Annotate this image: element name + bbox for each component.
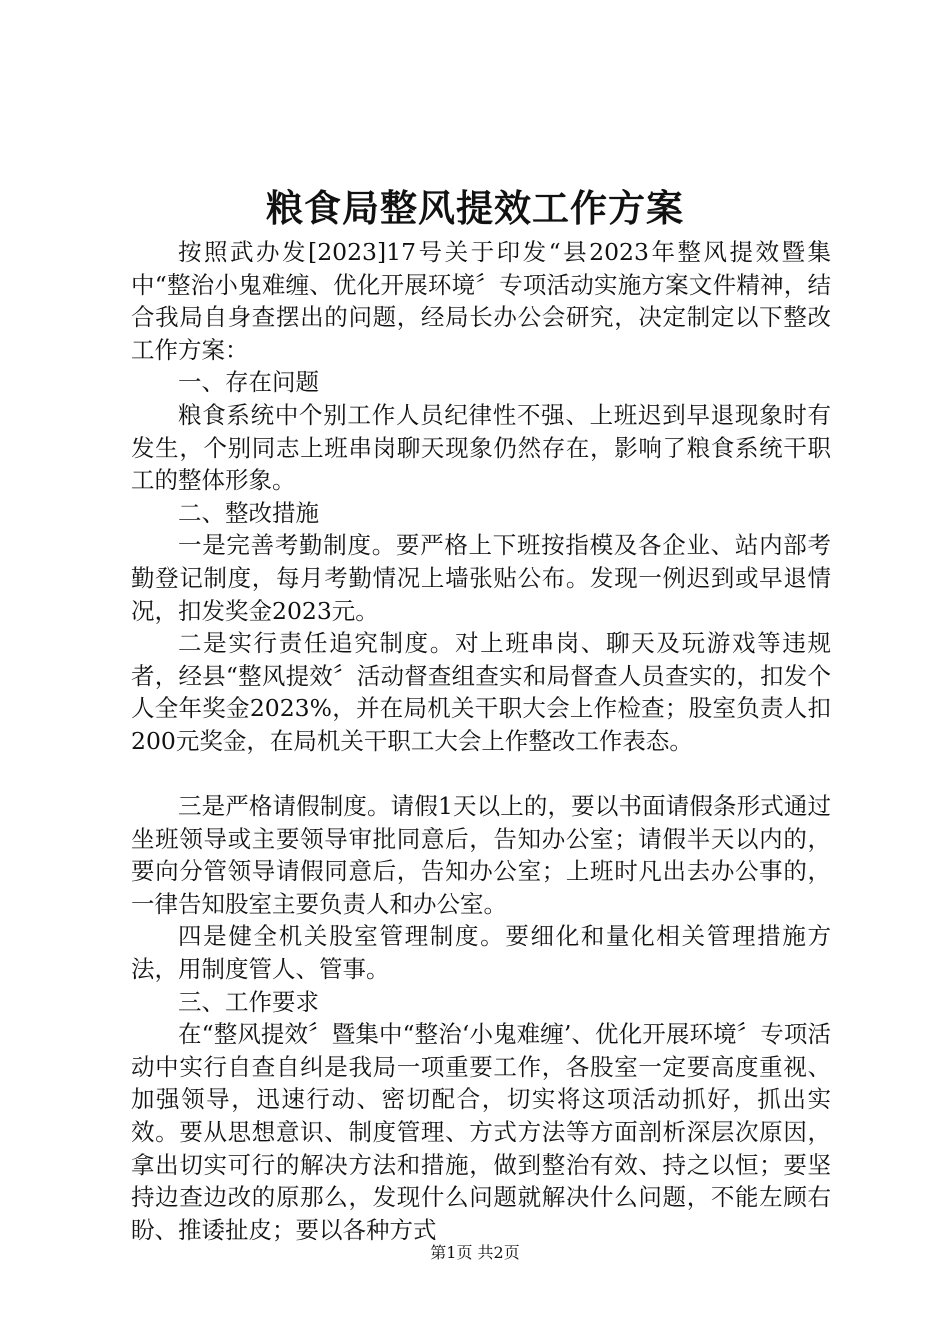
measure-management-paragraph: 四是健全机关股室管理制度。要细化和量化相关管理措施方法，用制度管人、管事。	[131, 922, 831, 984]
problems-paragraph: 粮食系统中个别工作人员纪律性不强、上班迟到早退现象时有发生，个别同志上班串岗聊天现象仍然存在，影响了粮食系统干职工的整体形象。	[131, 400, 831, 495]
section-heading-problems: 一、存在问题	[178, 368, 319, 397]
section-heading-measures: 二、整改措施	[178, 498, 319, 527]
measure-accountability-paragraph: 二是实行责任追究制度。对上班串岗、聊天及玩游戏等违规者，经县“整风提效〞活动督查组查实和局督查人员查实的，扣发个人全年奖金2023%，并在局机关干职大会上作检查；股室负责人扣200元奖金，在局机关干职工大会上作整改工作表态。	[131, 629, 831, 755]
blank-line	[131, 758, 831, 791]
document-title: 粮食局整风提效工作方案	[266, 186, 684, 230]
section-heading-requirements: 三、工作要求	[178, 987, 319, 1016]
intro-paragraph: 按照武办发[2023]17号关于印发“县2023年整风提效暨集中“整治小鬼难缠、优化开展环境〞专项活动实施方案文件精神，结合我局自身查摆出的问题，经局长办公会研究，决定制定以下整改工作方案：	[131, 238, 831, 364]
requirements-paragraph: 在“整风提效〞暨集中“整治‘小鬼难缠’、优化开展环境〞专项活动中实行自查自纠是我局一项重要工作，各股室一定要高度重视、加强领导，迅速行动、密切配合，切实将这项活动抓好，抓出实效。要从思想意识、制度管理、方式方法等方面剖析深层次原因，拿出切实可行的解决方法和措施，做到整治有效、持之以恒；要坚持边查边改的原那么，发现什么问题就解决什么问题，不能左顾右盼、推诿扯皮；要以各种方式	[131, 1020, 831, 1244]
page-footer: 第1页 共2页	[430, 1243, 520, 1262]
measure-attendance-paragraph: 一是完善考勤制度。要严格上下班按指模及各企业、站内部考勤登记制度，每月考勤情况上墙张贴公布。发现一例迟到或早退情况，扣发奖金2023元。	[131, 531, 831, 625]
measure-leave-paragraph: 三是严格请假制度。请假1天以上的，要以书面请假条形式通过坐班领导或主要领导审批同意后，告知办公室；请假半天以内的，要向分管领导请假同意后，告知办公室；上班时凡出去办公事的，一律告知股室主要负责人和办公室。	[131, 792, 831, 918]
document-body	[131, 236, 831, 1246]
